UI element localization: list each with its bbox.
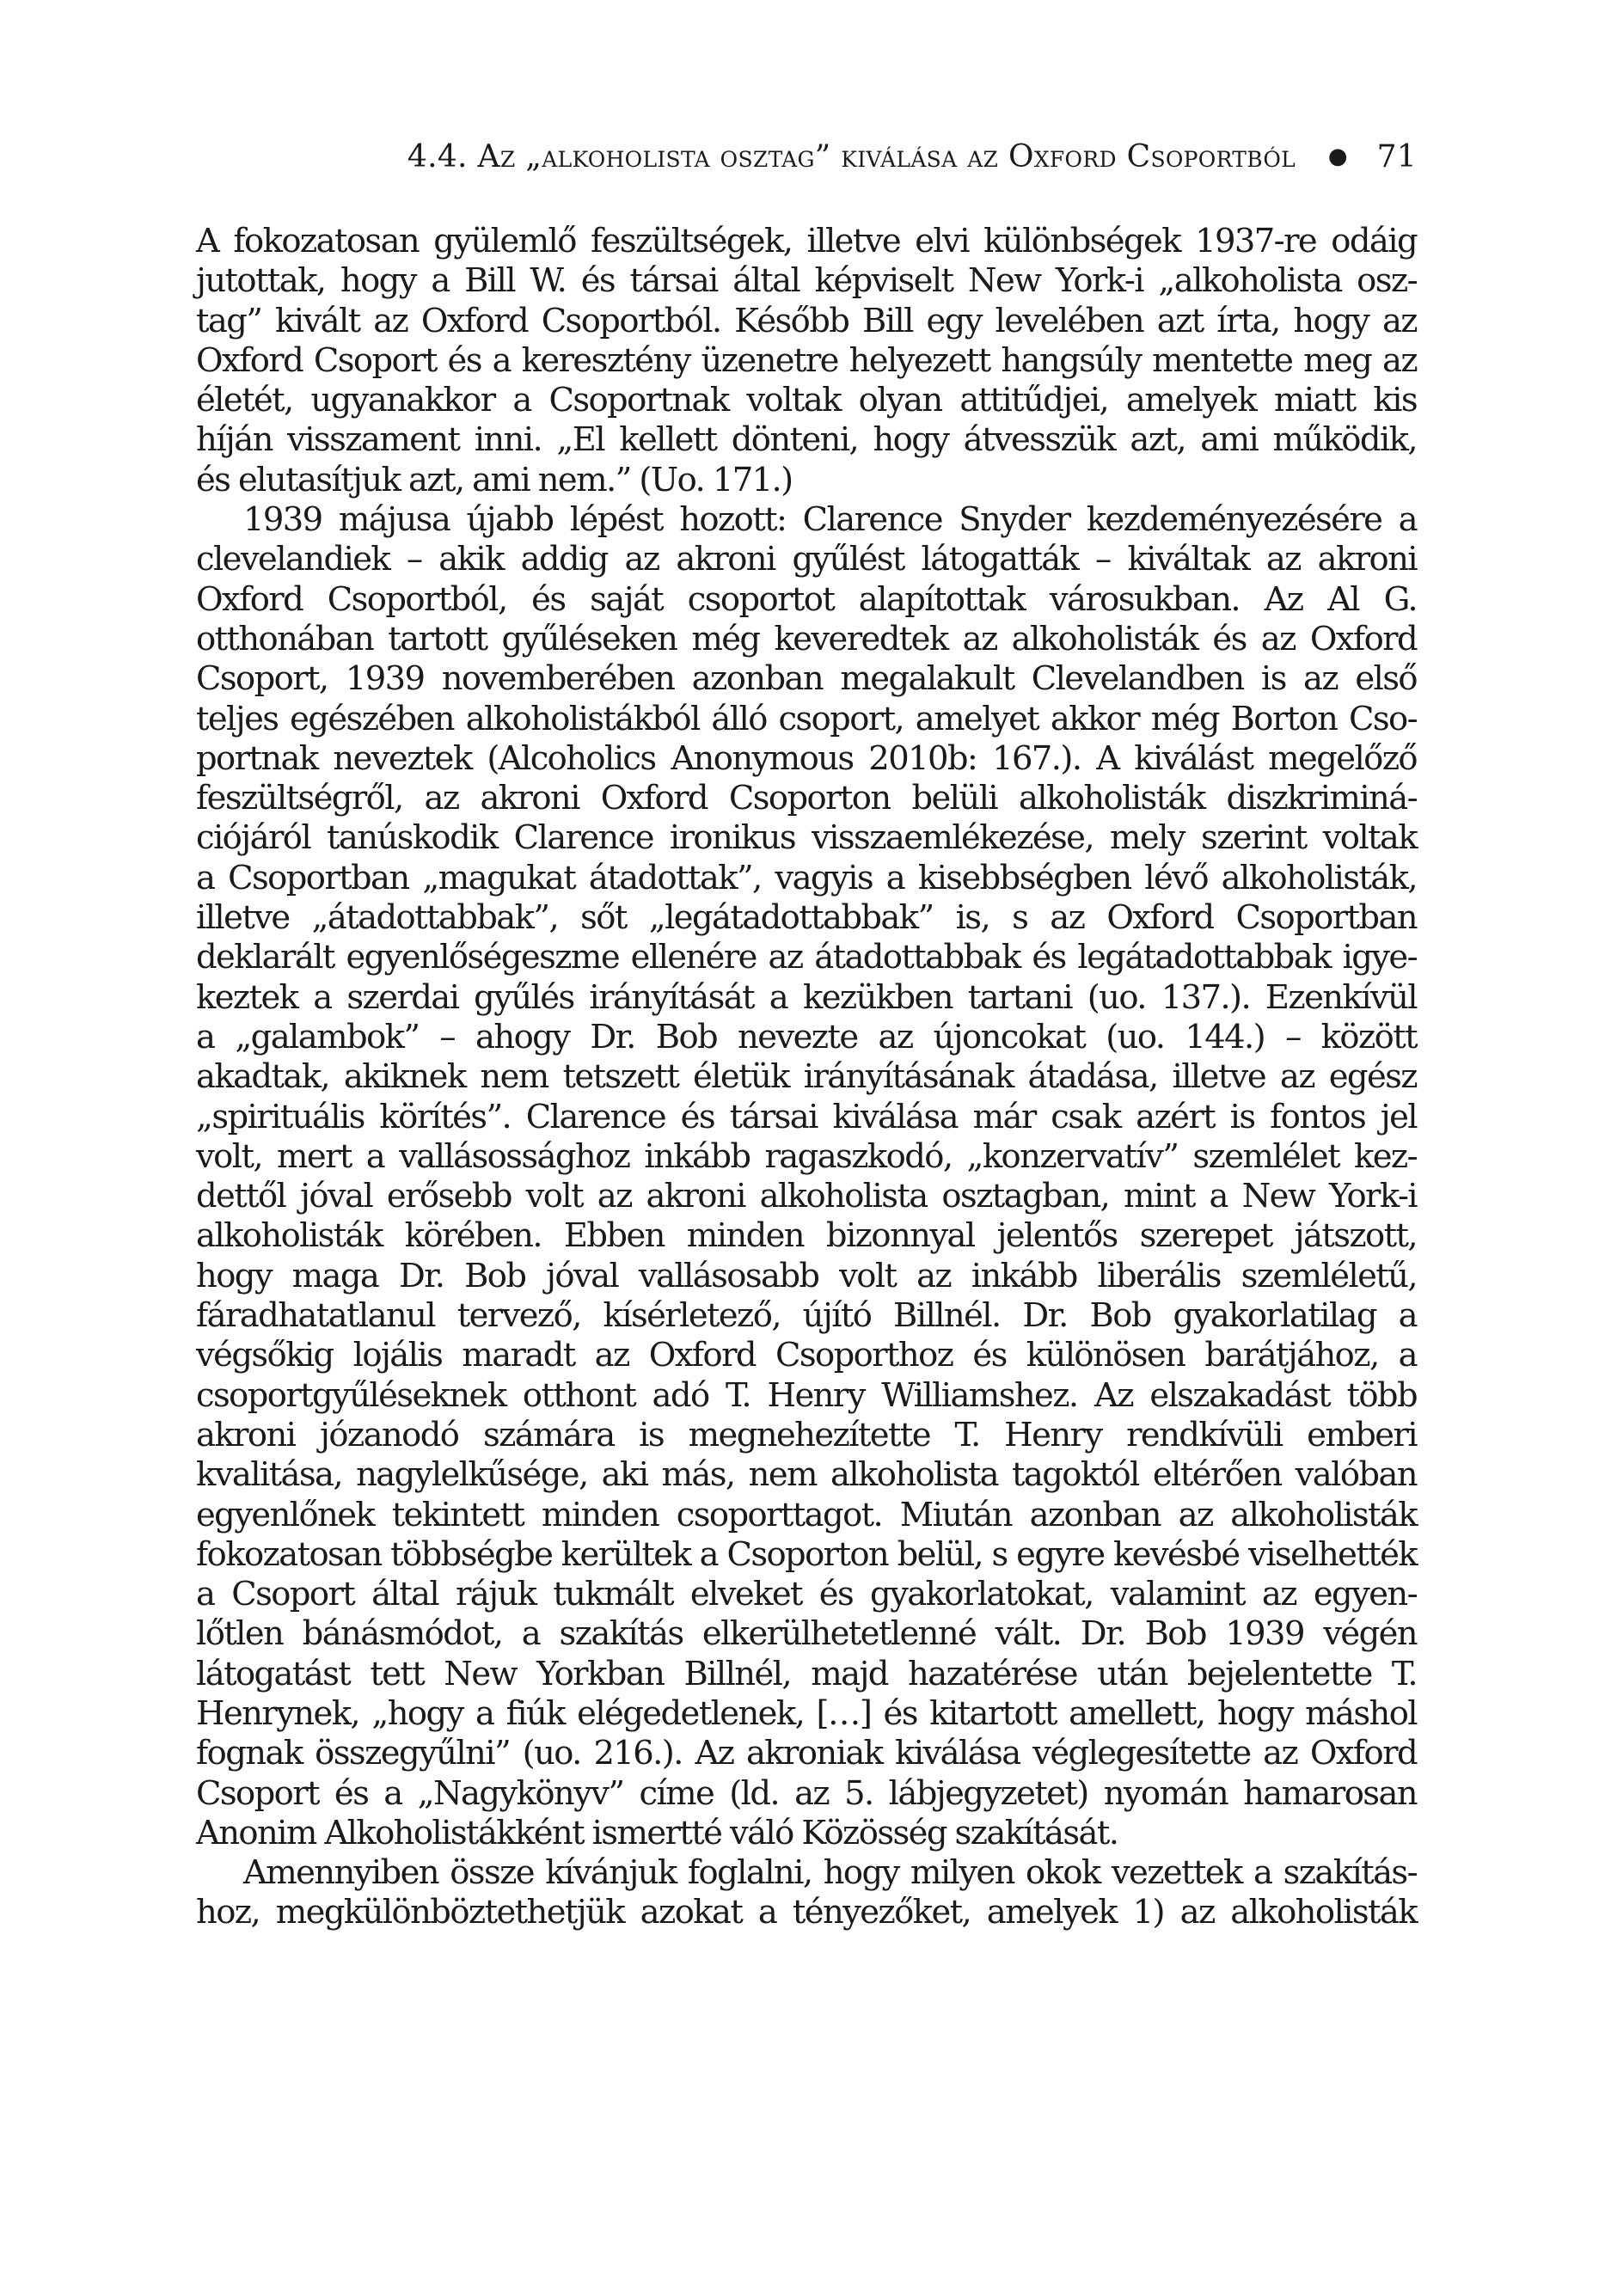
text-line: lőtlen bánásmódot, a szakítás elkerülhetetlenné vált. Dr. Bob 1939 végén bbox=[196, 1614, 1417, 1654]
text-line: kvalitása, nagylelkűsége, aki más, nem alkoholista tagoktól eltérően valóban bbox=[196, 1455, 1417, 1495]
section-title: Az „alkoholista osztag” kiválása az Oxford Csoportból bbox=[477, 139, 1296, 174]
page-number: 71 bbox=[1376, 139, 1417, 174]
text-line: ciójáról tanúskodik Clarence ironikus visszaemlékezése, mely szerint voltak bbox=[196, 818, 1417, 858]
paragraph bbox=[196, 500, 1417, 1853]
text-line: Oxford Csoportból, és saját csoportot alapítottak városukban. Az Al G. bbox=[196, 579, 1417, 619]
text-line: akadtak, akiknek nem tetszett életük irányításának átadása, illetve az egész bbox=[196, 1057, 1417, 1097]
text-line: hoz, megkülönböztethetjük azokat a tényezőket, amelyek 1) az alkoholisták bbox=[196, 1893, 1417, 1932]
text-line: portnak neveztek (Alcoholics Anonymous 2010b: 167.). A kiválást megelőző bbox=[196, 738, 1417, 778]
text-line: látogatást tett New Yorkban Billnél, majd hazatérése után bejelentette T. bbox=[196, 1654, 1417, 1693]
text-line: a Csoport által rájuk tukmált elveket és gyakorlatokat, valamint az egyen- bbox=[196, 1575, 1417, 1614]
text-line: egyenlőnek tekintett minden csoporttagot. Miután azonban az alkoholisták bbox=[196, 1495, 1417, 1534]
text-line: illetve „átadottabbak”, sőt „legátadottabbak” is, s az Oxford Csoportban bbox=[196, 898, 1417, 938]
text-line: „spirituális körítés”. Clarence és társai kiválása már csak azért is fontos jel bbox=[196, 1097, 1417, 1136]
text-line: Csoport, 1939 novemberében azonban megalakult Clevelandben is az első bbox=[196, 659, 1417, 699]
paragraph bbox=[196, 222, 1417, 500]
body-text bbox=[196, 222, 1417, 1933]
text-line: tag” kivált az Oxford Csoportból. Később Bill egy levelében azt írta, hogy az bbox=[196, 301, 1417, 340]
text-line: fáradhatatlanul tervező, kísérletező, újító Billnél. Dr. Bob gyakorlatilag a bbox=[196, 1296, 1417, 1336]
text-line: hogy maga Dr. Bob jóval vallásosabb volt az inkább liberális szemléletű, bbox=[196, 1256, 1417, 1295]
text-line: életét, ugyanakkor a Csoportnak voltak olyan attitűdjei, amelyek miatt kis bbox=[196, 381, 1417, 420]
text-line: a Csoportban „magukat átadottak”, vagyis a kisebbségben lévő alkoholisták, bbox=[196, 858, 1417, 897]
text-line: deklarált egyenlőségeszme ellenére az átadottabbak és legátadottabbak igye- bbox=[196, 938, 1417, 977]
text-line: fognak összegyűlni” (uo. 216.). Az akroniak kiválása véglegesítette az Oxford bbox=[196, 1734, 1417, 1773]
text-line: A fokozatosan gyülemlő feszültségek, illetve elvi különbségek 1937-re odáig bbox=[196, 222, 1417, 260]
text-line: a „galambok” – ahogy Dr. Bob nevezte az újoncokat (uo. 144.) – között bbox=[196, 1017, 1417, 1056]
section-number: 4.4. bbox=[407, 139, 468, 174]
text-line: keztek a szerdai gyűlés irányítását a kezükben tartani (uo. 137.). Ezenkívül bbox=[196, 977, 1417, 1017]
text-line: akroni józanodó számára is megnehezítette T. Henry rendkívüli emberi bbox=[196, 1415, 1417, 1454]
text-line: Anonim Alkoholistákként ismertté váló Közösség szakítását. bbox=[196, 1813, 1118, 1852]
text-line: dettől jóval erősebb volt az akroni alkoholista osztagban, mint a New York-i bbox=[196, 1177, 1417, 1216]
text-line: csoportgyűléseknek otthont adó T. Henry Williamshez. Az elszakadást több bbox=[196, 1375, 1417, 1415]
text-line: teljes egészében alkoholistákból álló csoport, amelyet akkor még Borton Cso- bbox=[196, 699, 1417, 738]
text-line: clevelandiek – akik addig az akroni gyűlést látogatták – kiváltak az akroni bbox=[196, 540, 1417, 579]
running-head bbox=[327, 138, 1417, 176]
text-line: 1939 májusa újabb lépést hozott: Clarence Snyder kezdeményezésére a bbox=[243, 500, 1417, 540]
text-line: feszültségről, az akroni Oxford Csoporton belüli alkoholisták diszkriminá- bbox=[196, 779, 1417, 818]
text-line: alkoholisták körében. Ebben minden bizonnyal jelentős szerepet játszott, bbox=[196, 1216, 1417, 1256]
text-line: volt, mert a vallásossághoz inkább ragaszkodó, „konzervatív” szemlélet kez- bbox=[196, 1136, 1417, 1176]
text-line: Oxford Csoport és a keresztény üzenetre helyezett hangsúly mentette meg az bbox=[196, 340, 1417, 380]
text-line: jutottak, hogy a Bill W. és társai által képviselt New York-i „alkoholista osz- bbox=[196, 261, 1417, 301]
text-line: híján visszament inni. „El kellett dönteni, hogy átvesszük azt, ami működik, bbox=[196, 420, 1417, 460]
text-line: Henrynek, „hogy a fiúk elégedetlenek, […] és kitartott amellett, hogy máshol bbox=[196, 1693, 1417, 1733]
text-line: Csoport és a „Nagykönyv” címe (ld. az 5. lábjegyzetet) nyomán hamarosan bbox=[196, 1773, 1417, 1813]
paragraph bbox=[196, 1853, 1417, 1933]
text-line: és elutasítjuk azt, ami nem.” (Uo. 171.) bbox=[196, 460, 793, 499]
text-line: fokozatosan többségbe kerültek a Csoporton belül, s egyre kevésbé viselhették bbox=[196, 1534, 1417, 1574]
text-line: Amennyiben össze kívánjuk foglalni, hogy milyen okok vezettek a szakítás- bbox=[243, 1853, 1417, 1893]
bullet-separator-icon: ● bbox=[1327, 144, 1348, 169]
text-line: otthonában tartott gyűléseken még keveredtek az alkoholisták és az Oxford bbox=[196, 619, 1417, 658]
text-line: végsőkig lojális maradt az Oxford Csoporthoz és különösen barátjához, a bbox=[196, 1336, 1417, 1375]
